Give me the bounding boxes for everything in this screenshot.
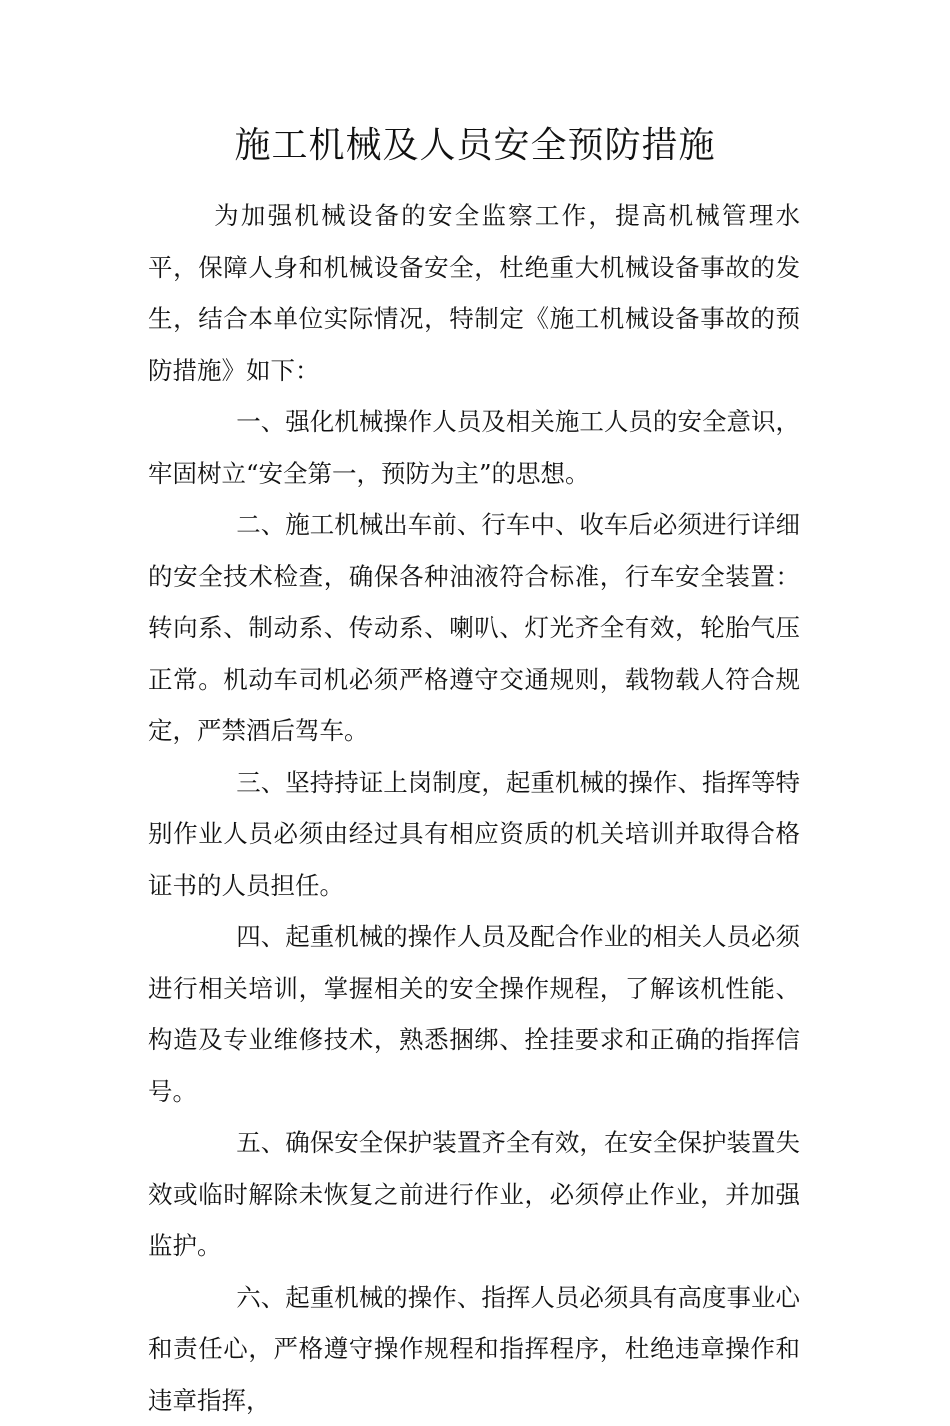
paragraph-item-4: 四、起重机械的操作人员及配合作业的相关人员必须进行相关培训，掌握相关的安全操作规程，了解该机性能、构造及专业维修技术，熟悉捆绑、拴挂要求和正确的指挥信号。 (148, 911, 800, 1117)
paragraph-item-1: 一、强化机械操作人员及相关施工人员的安全意识，牢固树立“安全第一，预防为主”的思想。 (148, 396, 800, 499)
document-title: 施工机械及人员安全预防措施 (0, 120, 950, 172)
paragraph-item-6: 六、起重机械的操作、指挥人员必须具有高度事业心和责任心，严格遵守操作规程和指挥程序，杜绝违章操作和违章指挥， (148, 1272, 800, 1426)
paragraph-item-2: 二、施工机械出车前、行车中、收车后必须进行详细的安全技术检查，确保各种油液符合标准，行车安全装置：转向系、制动系、传动系、喇叭、灯光齐全有效，轮胎气压正常。机动车司机必须严格遵守交通规则，载物载人符合规定，严禁酒后驾车。 (148, 499, 800, 757)
document-body (148, 190, 800, 1426)
paragraph-item-5: 五、确保安全保护装置齐全有效，在安全保护装置失效或临时解除未恢复之前进行作业，必须停止作业，并加强监护。 (148, 1117, 800, 1272)
paragraph-intro: 为加强机械设备的安全监察工作，提高机械管理水平，保障人身和机械设备安全，杜绝重大机械设备事故的发生，结合本单位实际情况，特制定《施工机械设备事故的预防措施》如下： (148, 190, 800, 396)
paragraph-item-3: 三、坚持持证上岗制度，起重机械的操作、指挥等特别作业人员必须由经过具有相应资质的机关培训并取得合格证书的人员担任。 (148, 757, 800, 912)
